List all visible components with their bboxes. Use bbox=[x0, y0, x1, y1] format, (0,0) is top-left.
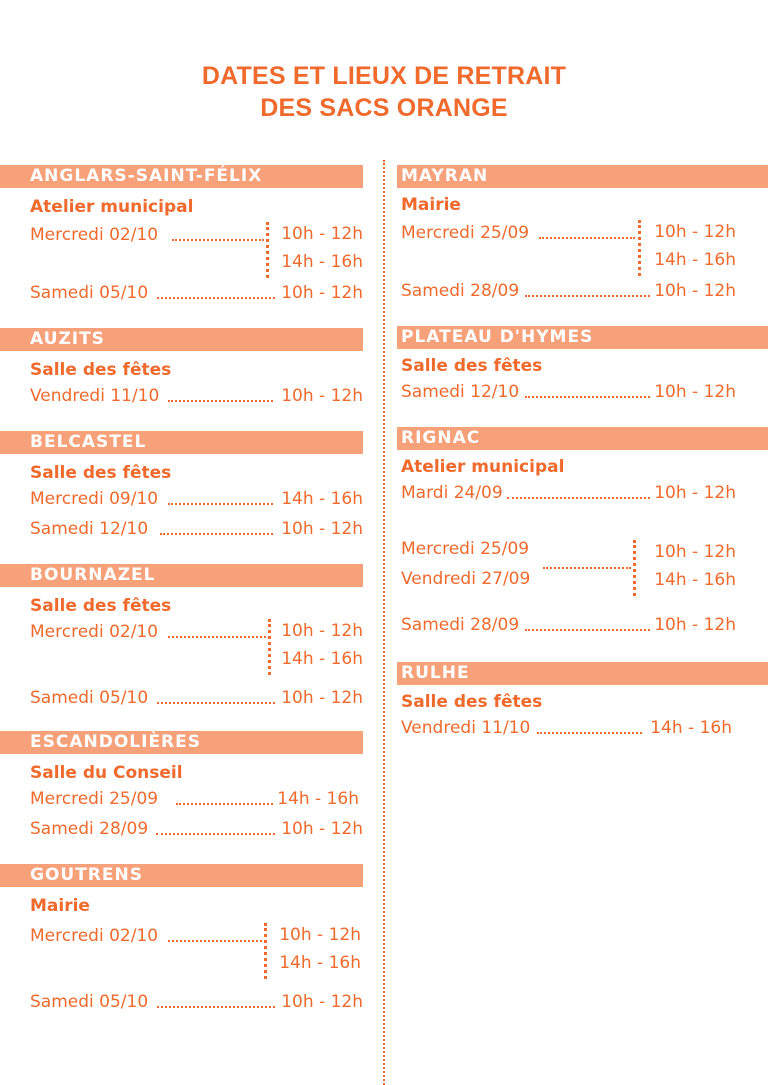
schedule-day: Mercredi 25/09 bbox=[401, 539, 530, 559]
schedule-multi bbox=[0, 220, 363, 278]
commune-section bbox=[397, 662, 768, 743]
schedule-day: Mardi 24/09 bbox=[401, 483, 503, 503]
right-column bbox=[397, 165, 768, 743]
commune-section bbox=[0, 731, 363, 844]
schedule-day: Samedi 05/10 bbox=[30, 688, 149, 708]
commune-name: MAYRAN bbox=[397, 165, 768, 188]
schedule-row bbox=[397, 610, 768, 640]
venue-name: Salle des fêtes bbox=[30, 360, 172, 380]
schedule-row bbox=[397, 276, 768, 306]
schedule-time: 14h - 16h bbox=[650, 718, 732, 738]
commune-section bbox=[397, 326, 768, 407]
schedule-time: 10h - 12h bbox=[281, 688, 363, 708]
schedule-day: Mercredi 09/10 bbox=[30, 489, 159, 509]
schedule-day: Mercredi 02/10 bbox=[30, 622, 159, 642]
schedule-time: 14h - 16h bbox=[279, 953, 361, 973]
dot-leader bbox=[543, 567, 631, 569]
commune-name: GOUTRENS bbox=[0, 864, 363, 887]
schedule-row bbox=[0, 381, 363, 411]
title-line-2: DES SACS ORANGE bbox=[260, 94, 508, 122]
schedule-time: 10h - 12h bbox=[281, 386, 363, 406]
commune-name: BOURNAZEL bbox=[0, 564, 363, 587]
dot-leader bbox=[507, 497, 650, 499]
dot-leader bbox=[168, 503, 273, 505]
schedule-row bbox=[0, 987, 363, 1017]
schedule-time: 14h - 16h bbox=[281, 649, 363, 669]
column-divider bbox=[383, 160, 385, 1085]
dot-leader bbox=[539, 237, 635, 239]
dot-leader bbox=[157, 1006, 275, 1008]
dot-bracket bbox=[264, 923, 267, 979]
schedule-day: Samedi 28/09 bbox=[401, 615, 520, 635]
schedule-day: Vendredi 11/10 bbox=[401, 718, 531, 738]
schedule-row bbox=[397, 478, 768, 508]
schedule-time: 10h - 12h bbox=[654, 281, 736, 301]
schedule-day: Vendredi 11/10 bbox=[30, 386, 160, 406]
schedule-time: 10h - 12h bbox=[654, 615, 736, 635]
schedule-time: 10h - 12h bbox=[281, 224, 363, 244]
schedule-row bbox=[0, 514, 363, 544]
dot-leader bbox=[157, 297, 275, 299]
dot-leader bbox=[168, 400, 273, 402]
venue-name: Mairie bbox=[30, 896, 90, 916]
commune-name: PLATEAU D'HYMES bbox=[397, 326, 768, 349]
schedule-time: 10h - 12h bbox=[654, 382, 736, 402]
venue-name: Salle des fêtes bbox=[401, 356, 543, 376]
dot-leader bbox=[537, 732, 642, 734]
left-column bbox=[0, 165, 363, 1017]
commune-name: RULHE bbox=[397, 662, 768, 685]
schedule-row bbox=[0, 814, 363, 844]
dot-bracket bbox=[638, 220, 641, 276]
commune-section bbox=[0, 564, 363, 713]
venue-name: Atelier municipal bbox=[401, 457, 565, 477]
schedule-row bbox=[397, 713, 768, 743]
schedule-day: Samedi 12/10 bbox=[30, 519, 149, 539]
page-title bbox=[0, 60, 768, 124]
schedule-time: 10h - 12h bbox=[654, 483, 736, 503]
schedule-multi bbox=[397, 534, 768, 594]
schedule-row bbox=[0, 784, 363, 814]
dot-leader bbox=[168, 636, 266, 638]
venue-name: Salle des fêtes bbox=[401, 692, 543, 712]
venue-name: Salle des fêtes bbox=[30, 463, 172, 483]
dot-leader bbox=[176, 803, 273, 805]
dot-leader bbox=[525, 295, 650, 297]
schedule-time: 10h - 12h bbox=[281, 519, 363, 539]
dot-bracket bbox=[266, 222, 269, 278]
schedule-row bbox=[0, 484, 363, 514]
commune-section bbox=[0, 328, 363, 411]
schedule-day: Samedi 05/10 bbox=[30, 283, 149, 303]
schedule-day: Samedi 28/09 bbox=[30, 819, 149, 839]
schedule-time: 14h - 16h bbox=[281, 489, 363, 509]
dot-leader bbox=[160, 533, 273, 535]
schedule-time: 10h - 12h bbox=[279, 925, 361, 945]
title-line-1: DATES ET LIEUX DE RETRAIT bbox=[201, 62, 567, 90]
schedule-row bbox=[397, 377, 768, 407]
schedule-day: Mercredi 02/10 bbox=[30, 926, 159, 946]
commune-name: AUZITS bbox=[0, 328, 363, 351]
venue-name: Salle des fêtes bbox=[30, 596, 172, 616]
schedule-time: 10h - 12h bbox=[654, 542, 736, 562]
schedule-row bbox=[0, 278, 363, 308]
dot-leader bbox=[168, 940, 262, 942]
commune-section bbox=[397, 427, 768, 640]
dot-bracket bbox=[268, 619, 271, 675]
schedule-time: 10h - 12h bbox=[654, 222, 736, 242]
venue-name: Mairie bbox=[401, 195, 461, 215]
schedule-time: 10h - 12h bbox=[281, 283, 363, 303]
schedule-day: Mercredi 25/09 bbox=[30, 789, 159, 809]
dot-bracket bbox=[633, 540, 636, 596]
commune-section bbox=[397, 165, 768, 306]
commune-name: ESCANDOLIÈRES bbox=[0, 731, 363, 754]
venue-name: Atelier municipal bbox=[30, 197, 194, 217]
schedule-time: 14h - 16h bbox=[654, 570, 736, 590]
commune-section bbox=[0, 165, 363, 308]
commune-section bbox=[0, 431, 363, 544]
venue-name: Salle du Conseil bbox=[30, 763, 183, 783]
commune-name: RIGNAC bbox=[397, 427, 768, 450]
schedule-time: 14h - 16h bbox=[277, 789, 359, 809]
schedule-day: Samedi 05/10 bbox=[30, 992, 149, 1012]
commune-name: ANGLARS-SAINT-FÉLIX bbox=[0, 165, 363, 188]
schedule-time: 10h - 12h bbox=[281, 819, 363, 839]
schedule-day: Mercredi 02/10 bbox=[30, 225, 159, 245]
schedule-time: 10h - 12h bbox=[281, 621, 363, 641]
schedule-time: 14h - 16h bbox=[281, 252, 363, 272]
schedule-day: Mercredi 25/09 bbox=[401, 223, 530, 243]
schedule-multi bbox=[0, 921, 363, 979]
dot-leader bbox=[172, 239, 264, 241]
commune-section bbox=[0, 864, 363, 1017]
schedule-time: 10h - 12h bbox=[281, 992, 363, 1012]
schedule-multi bbox=[0, 617, 363, 675]
dot-leader bbox=[157, 702, 275, 704]
schedule-row bbox=[0, 683, 363, 713]
schedule-day: Vendredi 27/09 bbox=[401, 569, 531, 589]
dot-leader bbox=[156, 833, 275, 835]
schedule-day: Samedi 12/10 bbox=[401, 382, 520, 402]
schedule-day: Samedi 28/09 bbox=[401, 281, 520, 301]
schedule-multi bbox=[397, 218, 768, 276]
dot-leader bbox=[525, 396, 650, 398]
dot-leader bbox=[525, 629, 650, 631]
commune-name: BELCASTEL bbox=[0, 431, 363, 454]
schedule-time: 14h - 16h bbox=[654, 250, 736, 270]
